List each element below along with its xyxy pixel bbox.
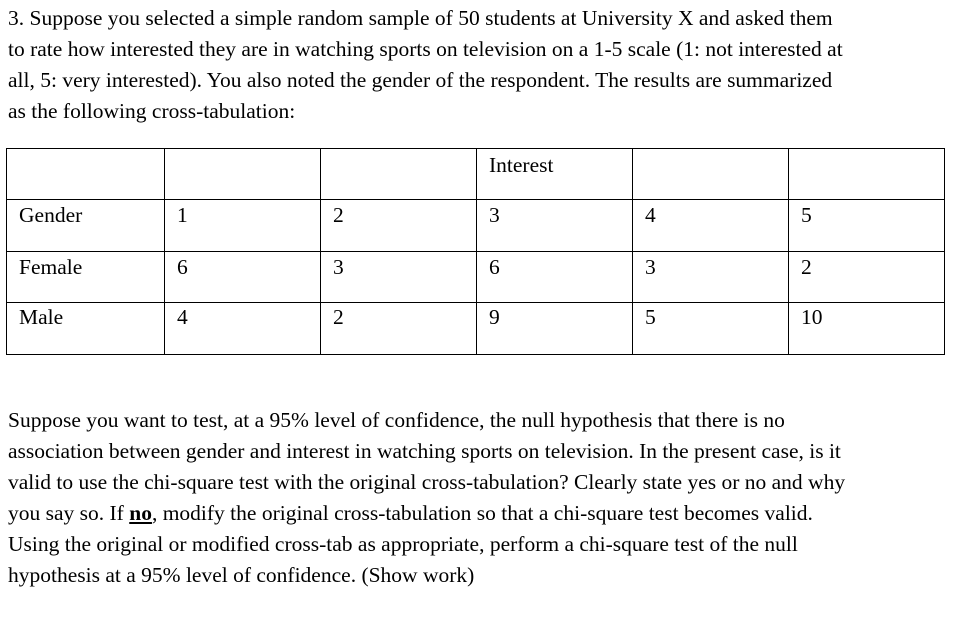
table-cell-empty xyxy=(321,149,477,200)
emphasized-no: no xyxy=(129,501,152,525)
header-cell-interest-3: 3 xyxy=(477,200,633,252)
header-cell-interest-2: 2 xyxy=(321,200,477,252)
header-cell-interest-5: 5 xyxy=(789,200,945,252)
interest-group-header: Interest xyxy=(477,149,633,200)
followup-line: association between gender and interest in watching sports on television. In the present case, is it xyxy=(8,439,841,463)
table-group-header-row xyxy=(7,149,945,200)
header-cell-gender: Gender xyxy=(7,200,165,252)
row-label-male: Male xyxy=(7,303,165,355)
followup-line xyxy=(8,498,948,529)
followup-text: you say so. If xyxy=(8,501,130,525)
table-cell: 9 xyxy=(477,303,633,355)
table-cell-empty xyxy=(165,149,321,200)
question-line: as the following cross-tabulation: xyxy=(8,99,296,123)
followup-text: , modify the original cross-tabulation so that a chi-square test becomes valid. xyxy=(151,501,813,525)
question-line: 3. Suppose you selected a simple random sample of 50 students at University X and asked them xyxy=(8,6,833,30)
table-header-row xyxy=(7,200,945,252)
followup-line: hypothesis at a 95% level of confidence. (Show work) xyxy=(8,563,475,587)
question-followup xyxy=(8,405,948,591)
followup-line: Using the original or modified cross-tab as appropriate, perform a chi-square test of the null xyxy=(8,532,798,556)
cross-tabulation-table xyxy=(6,148,945,355)
table-cell: 6 xyxy=(165,252,321,303)
header-cell-interest-4: 4 xyxy=(633,200,789,252)
question-intro xyxy=(8,3,948,127)
table-cell: 10 xyxy=(789,303,945,355)
followup-line: valid to use the chi-square test with the original cross-tabulation? Clearly state yes or no and why xyxy=(8,470,846,494)
table-cell-empty xyxy=(7,149,165,200)
table-cell: 4 xyxy=(165,303,321,355)
table-cell-empty xyxy=(789,149,945,200)
question-line: all, 5: very interested). You also noted the gender of the respondent. The results are summarized xyxy=(8,68,833,92)
table-cell: 2 xyxy=(321,303,477,355)
question-line: to rate how interested they are in watching sports on television on a 1-5 scale (1: not interested at xyxy=(8,37,843,61)
table-cell: 3 xyxy=(633,252,789,303)
followup-line: Suppose you want to test, at a 95% level of confidence, the null hypothesis that there is no xyxy=(8,408,785,432)
table-row-male xyxy=(7,303,945,355)
table-row-female xyxy=(7,252,945,303)
header-cell-interest-1: 1 xyxy=(165,200,321,252)
table-cell-empty xyxy=(633,149,789,200)
row-label-female: Female xyxy=(7,252,165,303)
table-cell: 6 xyxy=(477,252,633,303)
table-cell: 2 xyxy=(789,252,945,303)
table-cell: 3 xyxy=(321,252,477,303)
table-cell: 5 xyxy=(633,303,789,355)
